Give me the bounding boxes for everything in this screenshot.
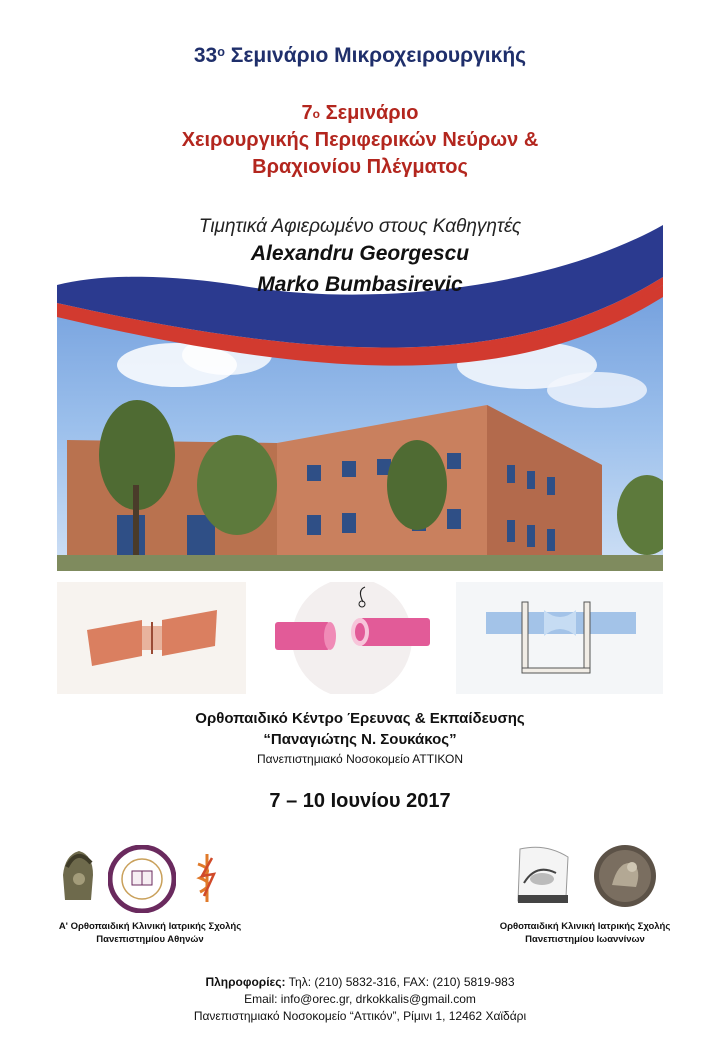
asclepius-staff-logo bbox=[190, 850, 224, 906]
illustration-pink-vessel bbox=[265, 582, 440, 694]
event-dates: 7 – 10 Ιουνίου 2017 bbox=[269, 790, 451, 812]
contact-info bbox=[0, 974, 720, 1025]
illustration-blue-vessel-clamp bbox=[456, 582, 663, 694]
email-line: Email: info@orec.gr, drkokkalis@gmail.com bbox=[244, 992, 476, 1006]
phone-fax: Τηλ: (210) 5832-316, FAX: (210) 5819-983 bbox=[285, 975, 515, 989]
research-center-name: Ορθοπαιδικό Κέντρο Έρευνας & Εκπαίδευσης “Παναγιώτης Ν. Σουκάκος” bbox=[195, 710, 525, 748]
athena-helmet-logo bbox=[55, 845, 100, 907]
illustration-orange-vessel bbox=[57, 582, 246, 694]
dedication-block bbox=[57, 214, 663, 300]
info-label: Πληροφορίες: bbox=[205, 975, 286, 989]
ancient-coin-logo bbox=[592, 843, 658, 909]
research-center-seal-logo bbox=[108, 845, 176, 913]
ioannina-clinic-caption: Ορθοπαιδική Κλινική Ιατρικής Σχολής Πανεπιστημίου Ιωαννίνων bbox=[499, 921, 671, 945]
address-line: Πανεπιστημιακό Νοσοκομείο “Αττικόν”, Ρίμινι 1, 12462 Χαϊδάρι bbox=[193, 1009, 527, 1023]
athens-clinic-caption: Α' Ορθοπαιδική Κλινική Ιατρικής Σχολής Πανεπιστημίου Αθηνών bbox=[58, 921, 242, 945]
hospital-name: Πανεπιστημιακό Νοσοκομείο ΑΤΤΙΚΟΝ bbox=[256, 752, 464, 766]
seminar-title: $33^o$ Σεμινάριο Μικροχειρουργικής bbox=[193, 44, 527, 67]
sub-seminar-title: $7^o$ Σεμινάριο Χειρουργικής Περιφερικών Νεύρων & Βραχιονίου Πλέγματος bbox=[181, 102, 539, 178]
honoree-name: Alexandru Georgescu bbox=[250, 242, 470, 265]
dedication-intro: Τιμητικά Αφιερωμένο στους Καθηγητές bbox=[198, 216, 522, 237]
honoree-name: Marko Bumbasirevic bbox=[257, 273, 463, 296]
microsurgery-lab-logo bbox=[506, 843, 578, 909]
